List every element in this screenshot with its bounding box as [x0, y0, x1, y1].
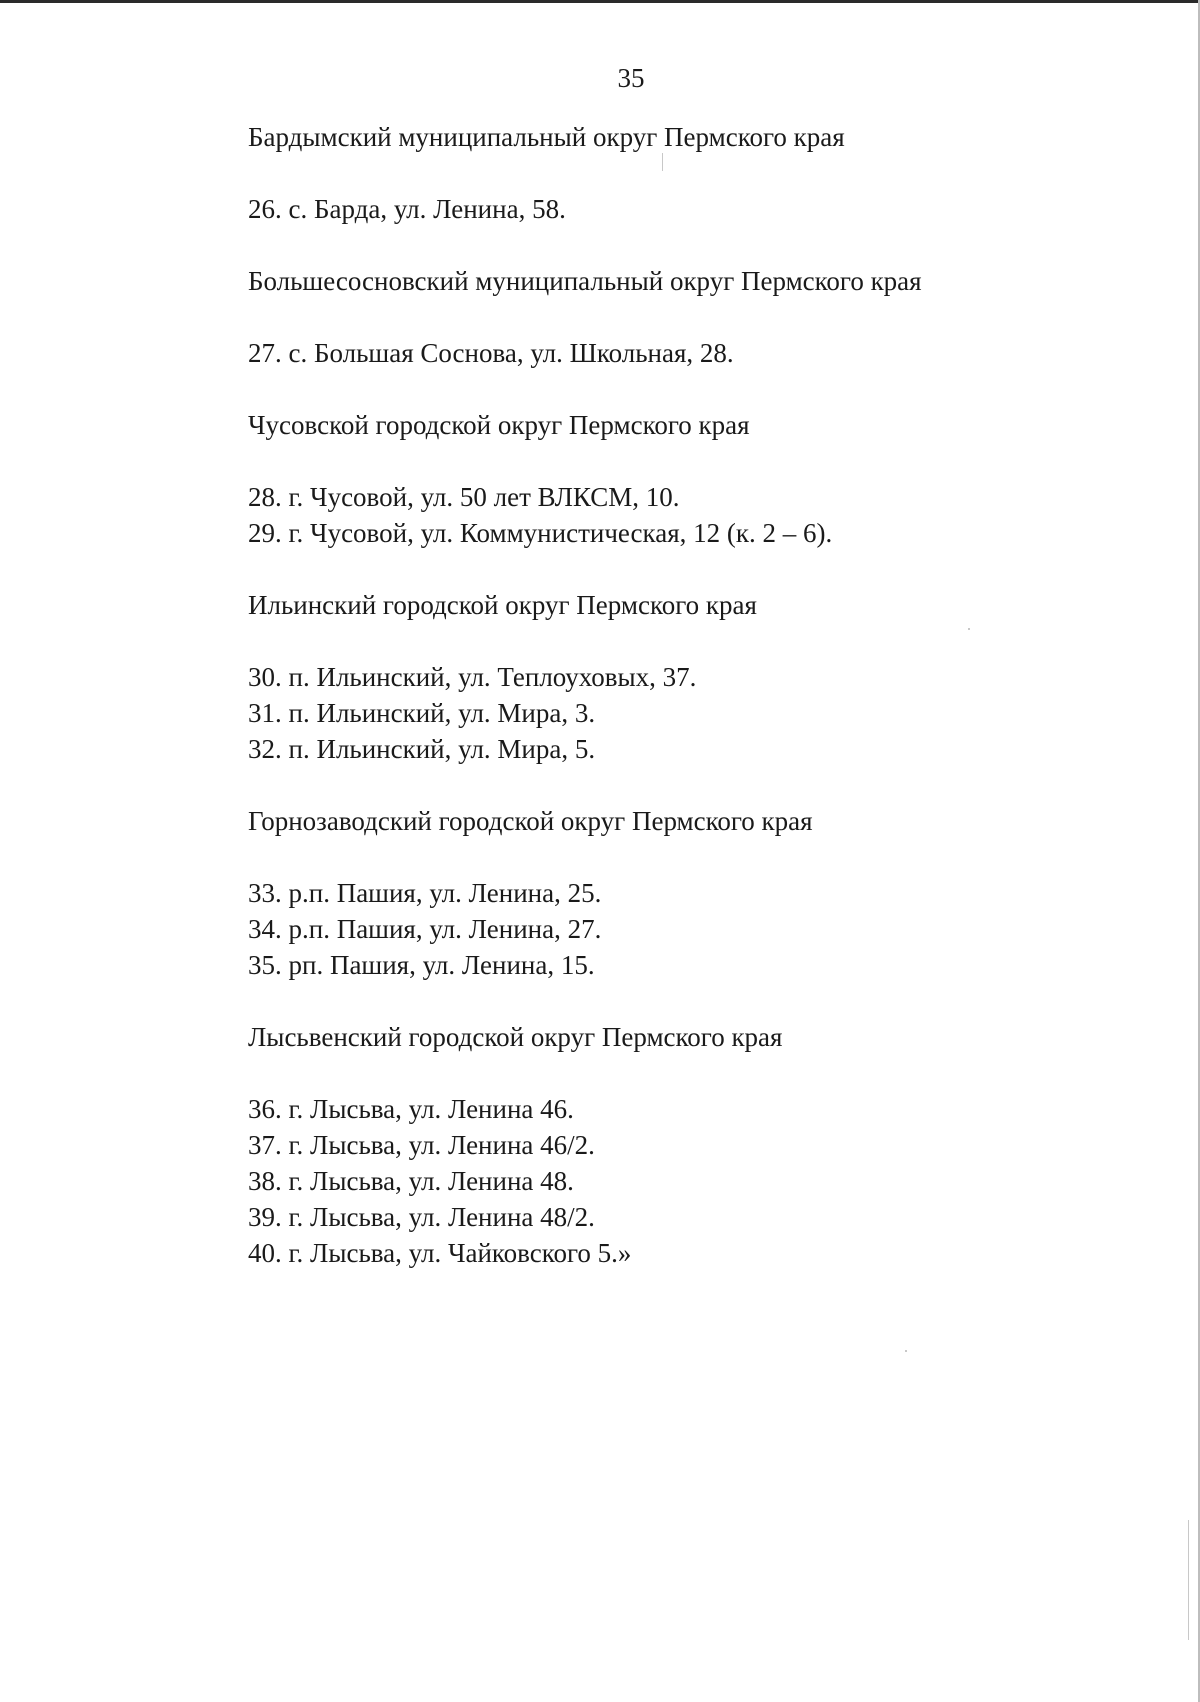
address-list [248, 191, 1148, 227]
district-section-chusovskoy [248, 407, 1148, 551]
address-item: 37. г. Лысьва, ул. Ленина 46/2. [248, 1130, 595, 1160]
address-item: 35. рп. Пашия, ул. Ленина, 15. [248, 950, 595, 980]
address-item: 33. р.п. Пашия, ул. Ленина, 25. [248, 878, 602, 908]
address-list [248, 875, 1148, 983]
address-list [248, 1091, 1148, 1271]
address-item: 29. г. Чусовой, ул. Коммунистическая, 12 (к. 2 – 6). [248, 518, 833, 548]
address-item: 31. п. Ильинский, ул. Мира, 3. [248, 698, 596, 728]
scan-edge-top [0, 0, 1200, 3]
scan-speck [905, 1350, 907, 1352]
scan-speck [662, 153, 663, 171]
address-item: 28. г. Чусовой, ул. 50 лет ВЛКСМ, 10. [248, 482, 680, 512]
address-item: 34. р.п. Пашия, ул. Ленина, 27. [248, 914, 602, 944]
district-section-bolshesosnovsky [248, 263, 1148, 371]
page-number: 35 [617, 63, 645, 93]
address-item: 40. г. Лысьва, ул. Чайковского 5.» [248, 1238, 632, 1268]
district-section-gornozavodsky [248, 803, 1148, 983]
district-heading: Большесосновский муниципальный округ Пермского края [248, 266, 922, 296]
scan-speck [968, 628, 970, 630]
address-item: 26. с. Барда, ул. Ленина, 58. [248, 194, 566, 224]
district-heading: Горнозаводский городской округ Пермского края [248, 806, 813, 836]
address-list [248, 659, 1148, 767]
district-section-bardymsky [248, 119, 1148, 227]
district-heading: Лысьвенский городской округ Пермского края [248, 1022, 783, 1052]
address-item: 38. г. Лысьва, ул. Ленина 48. [248, 1166, 574, 1196]
address-item: 30. п. Ильинский, ул. Теплоуховых, 37. [248, 662, 697, 692]
address-item: 32. п. Ильинский, ул. Мира, 5. [248, 734, 596, 764]
address-list [248, 335, 1148, 371]
scan-speck [1188, 1520, 1189, 1640]
address-list [248, 479, 1148, 551]
address-item: 39. г. Лысьва, ул. Ленина 48/2. [248, 1202, 595, 1232]
document-content [248, 119, 1148, 1307]
district-heading: Бардымский муниципальный округ Пермского края [248, 122, 845, 152]
district-heading: Ильинский городской округ Пермского края [248, 590, 757, 620]
district-section-ilyinsky [248, 587, 1148, 767]
address-item: 36. г. Лысьва, ул. Ленина 46. [248, 1094, 574, 1124]
district-heading: Чусовской городской округ Пермского края [248, 410, 750, 440]
address-item: 27. с. Большая Соснова, ул. Школьная, 28. [248, 338, 734, 368]
district-section-lysvensky [248, 1019, 1148, 1271]
